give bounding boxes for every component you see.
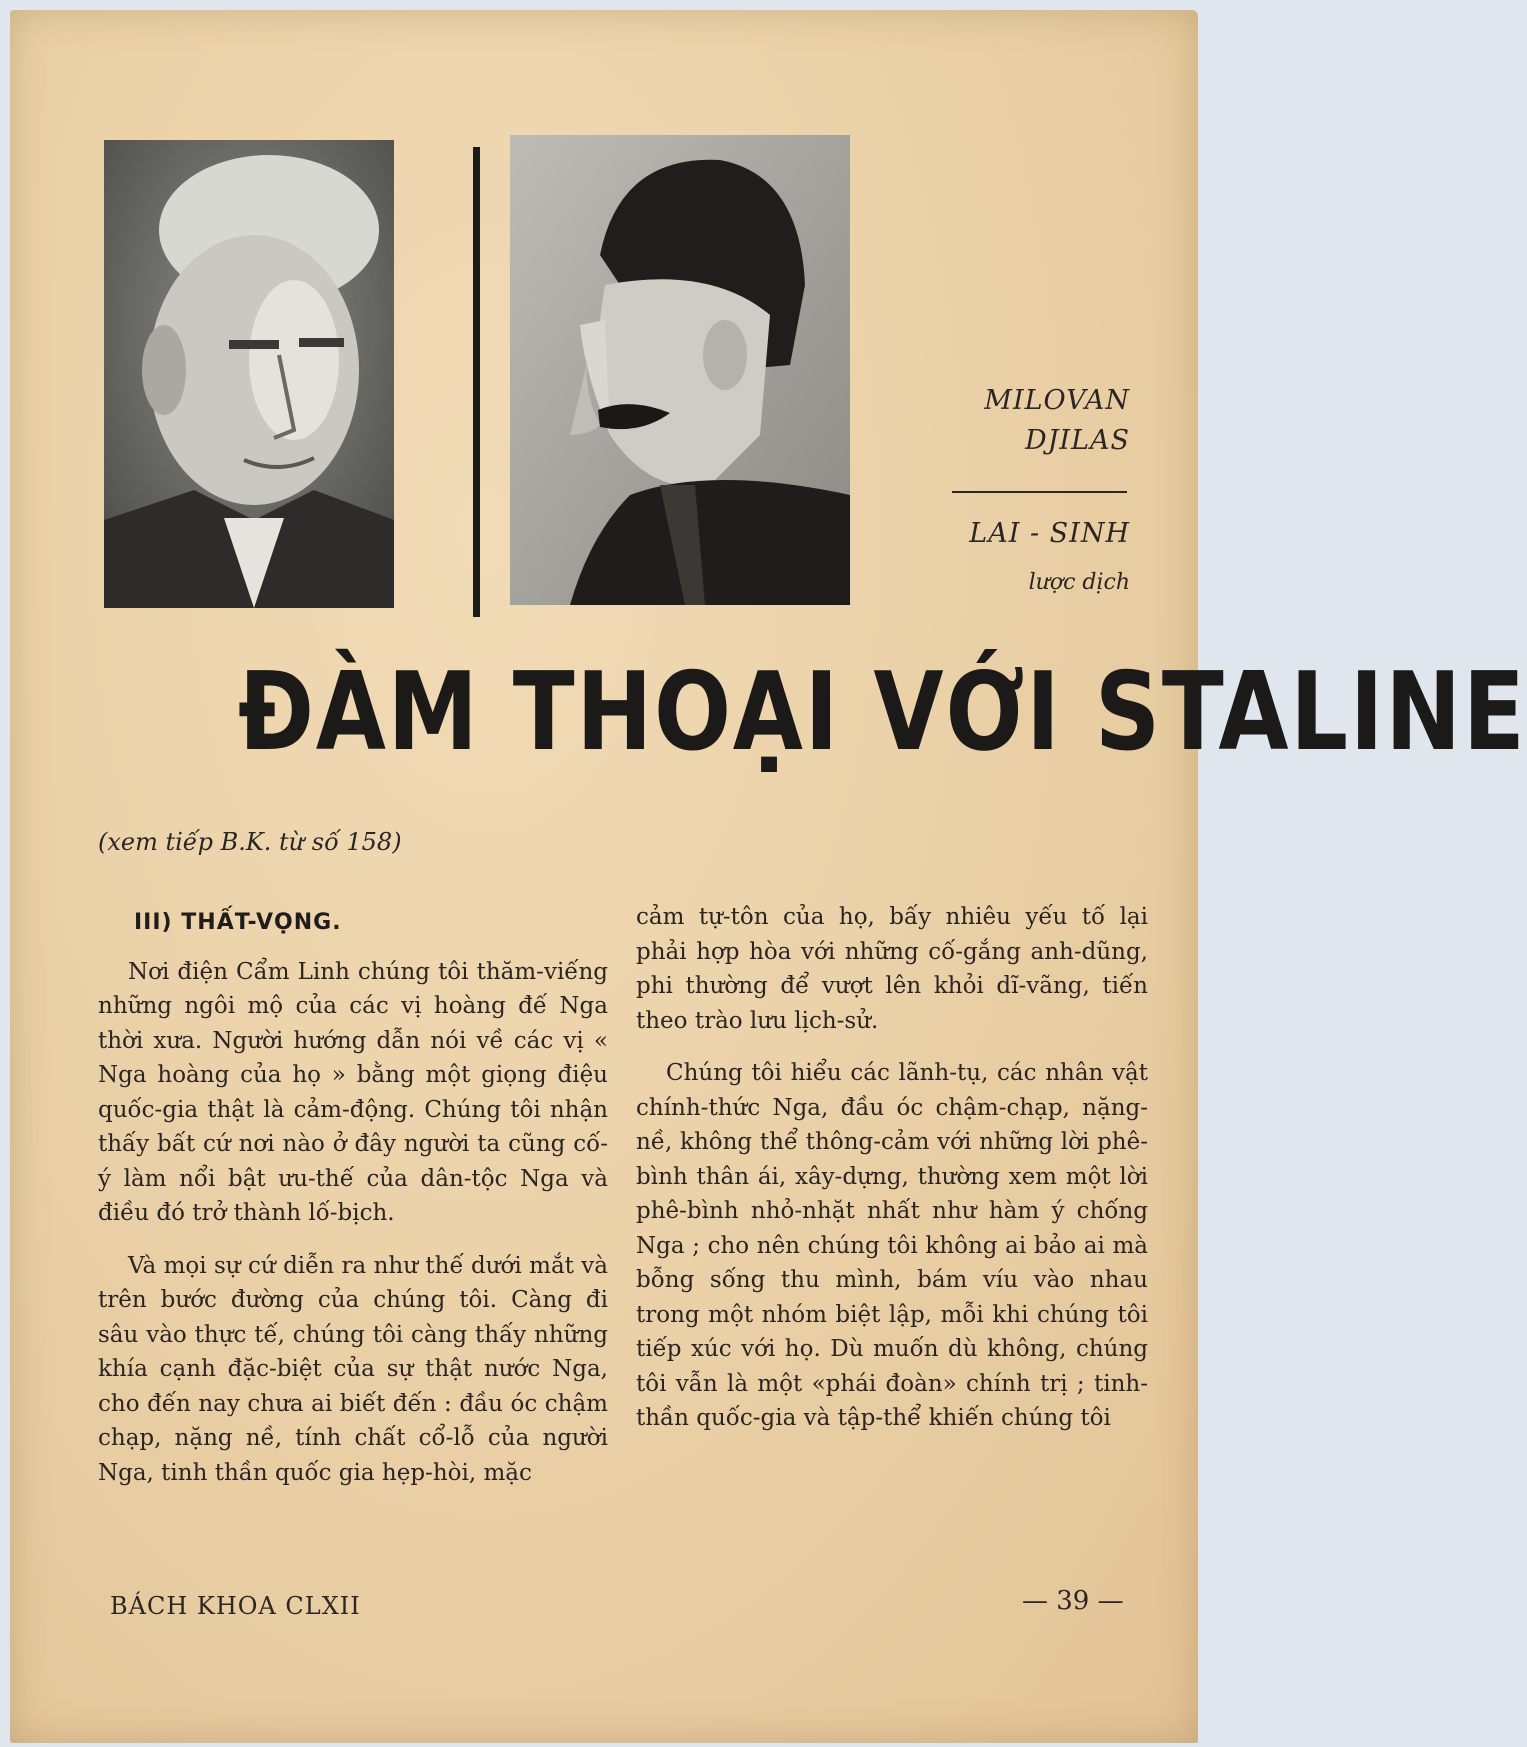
continuation-note: (xem tiếp B.K. từ số 158) — [98, 828, 402, 856]
translator-name: LAI - SINH — [969, 518, 1130, 549]
portrait-right-image — [510, 135, 850, 605]
translator-role: lược dịch — [1028, 570, 1130, 595]
author-name-line1: MILOVAN — [984, 385, 1130, 416]
publication-footer: BÁCH KHOA CLXII — [110, 1592, 361, 1620]
paragraph: Chúng tôi hiểu các lãnh-tụ, các nhân vật chính-thức Nga, đầu óc chậm-chạp, nặng-nề, không thể thông-cảm với những lời phê-bình thân ái, xây-dựng, thường xem một lời phê-bình nhỏ-nhặt nhất như hàm ý chống Nga ; cho nên chúng tôi không ai bảo ai mà bỗng sống thu mình, bám víu vào nhau trong một nhóm biệt lập, mỗi khi chúng tôi tiếp xúc với họ. Dù muốn dù không, chúng tôi vẫn là một «phái đoàn» chính trị ; tinh-thần quốc-gia và tập-thể khiến chúng tôi — [636, 1060, 1148, 1431]
left-text-column — [98, 906, 608, 1508]
paragraph: Và mọi sự cứ diễn ra như thế dưới mắt và trên bước đường của chúng tôi. Càng đi sâu vào thực tế, chúng tôi càng thấy những khía cạnh đặc-biệt của sự thật nước Nga, cho đến nay chưa ai biết đến : đầu óc chậm chạp, nặng nề, tính chất cổ-lỗ của người Nga, tinh thần quốc gia hẹp-hòi, mặc — [98, 1252, 608, 1486]
section-heading: III) THẤT-VỌNG. — [134, 910, 342, 935]
page-number: — 39 — — [1022, 1586, 1124, 1616]
author-divider — [952, 491, 1127, 493]
portrait-photo-right — [510, 135, 850, 605]
paragraph: cảm tự-tôn của họ, bấy nhiêu yếu tố lại phải hợp hòa với những cố-gắng anh-dũng, phi thường để vượt lên khỏi dĩ-vãng, tiến theo trào lưu lịch-sử. — [636, 904, 1148, 1034]
portrait-left-image — [104, 140, 394, 608]
author-name-line2: DJILAS — [1024, 425, 1130, 456]
magazine-page — [10, 10, 1527, 1743]
right-text-column — [636, 900, 1148, 1454]
article-title: ĐÀM THOẠI VỚI STALINE — [238, 650, 1527, 775]
paragraph: Nơi điện Cẩm Linh chúng tôi thăm-viếng những ngôi mộ của các vị hoàng đế Nga thời xưa. Người hướng dẫn nói về các vị « Nga hoàng của họ » bằng một giọng điệu quốc-gia thật là cảm-động. Chúng tôi nhận thấy bất cứ nơi nào ở đây người ta cũng cố-ý làm nổi bật ưu-thế của dân-tộc Nga và điều đó trở thành lố-bịch. — [98, 958, 608, 1226]
vertical-divider — [473, 147, 480, 617]
portrait-photo-left — [104, 140, 394, 608]
